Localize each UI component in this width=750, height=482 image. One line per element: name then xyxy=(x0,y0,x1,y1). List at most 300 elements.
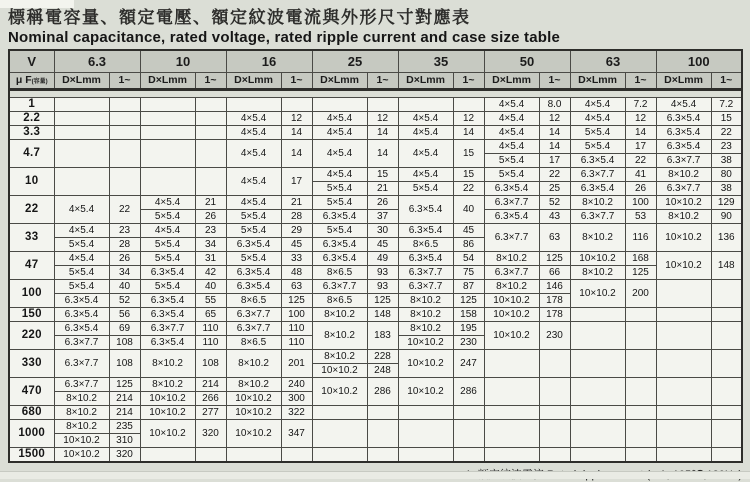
case-size-cell: 4×5.4 xyxy=(226,111,281,125)
ripple-current-cell: 40 xyxy=(453,195,484,223)
ripple-current-cell: 266 xyxy=(195,391,226,405)
ripple-current-cell: 21 xyxy=(367,181,398,195)
case-size-cell: 8×10.2 xyxy=(54,405,109,419)
capacitance-value-cell: 47 xyxy=(9,251,54,279)
capacitance-value-cell: 3.3 xyxy=(9,125,54,139)
empty-case-cell xyxy=(484,349,539,377)
case-size-cell: 4×5.4 xyxy=(312,111,367,125)
scan-bottom-artifact xyxy=(0,471,750,479)
case-size-cell: 6.3×5.4 xyxy=(312,237,367,251)
ripple-current-cell: 8.0 xyxy=(539,97,570,111)
ripple-current-cell: 200 xyxy=(625,279,656,307)
case-size-column-header: D×Lmm xyxy=(656,72,711,89)
empty-ripple-cell xyxy=(711,279,742,307)
voltage-header: 10 xyxy=(140,50,226,73)
case-size-cell: 10×10.2 xyxy=(54,447,109,462)
ripple-current-cell: 14 xyxy=(453,125,484,139)
case-size-cell: 5×5.4 xyxy=(54,279,109,293)
case-size-cell: 10×10.2 xyxy=(656,195,711,209)
header-body-separator xyxy=(9,89,742,97)
case-size-cell: 4×5.4 xyxy=(54,223,109,237)
case-size-cell: 6.3×7.7 xyxy=(54,335,109,349)
ripple-current-cell: 40 xyxy=(195,279,226,293)
case-size-cell: 6.3×7.7 xyxy=(54,377,109,391)
case-size-cell: 5×5.4 xyxy=(140,237,195,251)
empty-ripple-cell xyxy=(711,321,742,349)
ripple-current-cell: 17 xyxy=(539,153,570,167)
ripple-current-cell: 286 xyxy=(453,377,484,405)
capacitance-value-cell: 22 xyxy=(9,195,54,223)
ripple-current-cell: 86 xyxy=(453,237,484,251)
table-row xyxy=(9,377,742,391)
ripple-column-header: 1~ xyxy=(625,72,656,89)
case-size-cell: 6.3×7.7 xyxy=(570,167,625,181)
ripple-current-cell: 228 xyxy=(367,349,398,363)
ripple-current-cell: 33 xyxy=(281,251,312,265)
case-size-cell: 4×5.4 xyxy=(484,111,539,125)
ripple-current-cell: 14 xyxy=(281,125,312,139)
case-size-cell: 6.3×7.7 xyxy=(398,279,453,293)
empty-case-cell xyxy=(54,139,109,167)
ripple-current-cell: 22 xyxy=(711,125,742,139)
case-size-cell: 6.3×5.4 xyxy=(398,195,453,223)
table-row xyxy=(9,279,742,293)
ripple-current-cell: 300 xyxy=(281,391,312,405)
case-size-cell: 5×5.4 xyxy=(140,251,195,265)
table-row xyxy=(9,349,742,363)
case-size-cell: 6.3×5.4 xyxy=(312,209,367,223)
case-size-cell: 5×5.4 xyxy=(226,251,281,265)
ripple-current-cell: 52 xyxy=(539,195,570,209)
empty-ripple-cell xyxy=(625,447,656,462)
case-size-cell: 5×5.4 xyxy=(226,223,281,237)
scan-corner-artifact xyxy=(0,0,74,8)
empty-case-cell xyxy=(656,419,711,447)
ripple-current-cell: 26 xyxy=(195,209,226,223)
ripple-current-cell: 63 xyxy=(539,223,570,251)
case-size-cell: 4×5.4 xyxy=(484,139,539,153)
empty-ripple-cell xyxy=(453,447,484,462)
case-size-cell: 10×10.2 xyxy=(226,391,281,405)
ripple-current-cell: 66 xyxy=(539,265,570,279)
ripple-current-cell: 108 xyxy=(109,335,140,349)
ripple-current-cell: 14 xyxy=(367,125,398,139)
ripple-current-cell: 14 xyxy=(539,125,570,139)
ripple-current-cell: 195 xyxy=(453,321,484,335)
case-size-cell: 10×10.2 xyxy=(656,223,711,251)
table-row xyxy=(9,251,742,265)
ripple-current-cell: 87 xyxy=(453,279,484,293)
case-size-cell: 4×5.4 xyxy=(398,167,453,181)
capacitance-value-cell: 1 xyxy=(9,97,54,111)
empty-ripple-cell xyxy=(195,111,226,125)
ripple-current-cell: 23 xyxy=(711,139,742,153)
ripple-current-cell: 240 xyxy=(281,377,312,391)
case-size-cell: 6.3×5.4 xyxy=(140,265,195,279)
ripple-current-cell: 100 xyxy=(281,307,312,321)
case-size-cell: 8×10.2 xyxy=(226,349,281,377)
case-size-cell: 10×10.2 xyxy=(656,251,711,279)
column-header-row xyxy=(9,72,742,89)
capacitance-value-cell: 1500 xyxy=(9,447,54,462)
case-size-cell: 4×5.4 xyxy=(398,111,453,125)
page-title-en: Nominal capacitance, rated voltage, rated ripple current and case size table xyxy=(8,28,561,46)
ripple-current-cell: 214 xyxy=(109,391,140,405)
case-size-cell: 4×5.4 xyxy=(484,125,539,139)
ripple-current-cell: 54 xyxy=(453,251,484,265)
case-size-cell: 8×10.2 xyxy=(484,279,539,293)
case-size-column-header: D×Lmm xyxy=(226,72,281,89)
case-size-cell: 5×5.4 xyxy=(484,167,539,181)
table-row xyxy=(9,307,742,321)
table-row xyxy=(9,419,742,433)
ripple-current-cell: 125 xyxy=(281,293,312,307)
table-row xyxy=(9,223,742,237)
empty-case-cell xyxy=(140,97,195,111)
empty-case-cell xyxy=(398,97,453,111)
ripple-current-cell: 322 xyxy=(281,405,312,419)
ripple-current-cell: 22 xyxy=(453,181,484,195)
case-size-cell: 8×10.2 xyxy=(398,321,453,335)
empty-ripple-cell xyxy=(711,349,742,377)
table-row xyxy=(9,447,742,462)
ripple-current-cell: 286 xyxy=(367,377,398,405)
ripple-current-cell: 38 xyxy=(711,153,742,167)
case-size-cell: 4×5.4 xyxy=(226,195,281,209)
ripple-current-cell: 12 xyxy=(539,111,570,125)
ripple-current-cell: 80 xyxy=(711,167,742,181)
case-size-cell: 4×5.4 xyxy=(312,167,367,181)
ripple-current-cell: 125 xyxy=(367,293,398,307)
case-size-cell: 5×5.4 xyxy=(398,181,453,195)
ripple-current-cell: 136 xyxy=(711,223,742,251)
case-size-cell: 10×10.2 xyxy=(226,419,281,447)
ripple-current-cell: 22 xyxy=(625,153,656,167)
case-size-column-header: D×Lmm xyxy=(570,72,625,89)
ripple-current-cell: 110 xyxy=(195,335,226,349)
case-size-cell: 8×10.2 xyxy=(140,349,195,377)
ripple-current-cell: 34 xyxy=(195,237,226,251)
empty-ripple-cell xyxy=(195,447,226,462)
table-row xyxy=(9,139,742,153)
case-size-cell: 10×10.2 xyxy=(140,391,195,405)
ripple-current-cell: 43 xyxy=(539,209,570,223)
ripple-current-cell: 7.2 xyxy=(711,97,742,111)
empty-case-cell xyxy=(570,321,625,349)
empty-ripple-cell xyxy=(711,447,742,462)
empty-ripple-cell xyxy=(453,97,484,111)
case-size-cell: 10×10.2 xyxy=(312,377,367,405)
empty-ripple-cell xyxy=(625,349,656,377)
ripple-current-cell: 108 xyxy=(109,349,140,377)
ripple-current-cell: 230 xyxy=(539,321,570,349)
empty-case-cell xyxy=(398,405,453,419)
capacitance-value-cell: 680 xyxy=(9,405,54,419)
ripple-current-cell: 125 xyxy=(539,251,570,265)
empty-case-cell xyxy=(312,419,367,447)
ripple-current-cell: 12 xyxy=(281,111,312,125)
empty-case-cell xyxy=(570,377,625,405)
empty-case-cell xyxy=(140,111,195,125)
ripple-current-cell: 183 xyxy=(367,321,398,349)
ripple-current-cell: 214 xyxy=(195,377,226,391)
empty-case-cell xyxy=(398,419,453,447)
ripple-current-cell: 31 xyxy=(195,251,226,265)
ripple-current-cell: 148 xyxy=(367,307,398,321)
ripple-current-cell: 75 xyxy=(453,265,484,279)
empty-ripple-cell xyxy=(195,167,226,195)
ripple-current-cell: 21 xyxy=(195,195,226,209)
case-size-cell: 10×10.2 xyxy=(484,307,539,321)
voltage-header: 100 xyxy=(656,50,742,73)
ripple-current-cell: 235 xyxy=(109,419,140,433)
empty-ripple-cell xyxy=(281,447,312,462)
ripple-current-cell: 320 xyxy=(195,419,226,447)
case-size-cell: 6.3×5.4 xyxy=(656,125,711,139)
ripple-current-cell: 29 xyxy=(281,223,312,237)
case-size-cell: 4×5.4 xyxy=(140,195,195,209)
empty-case-cell xyxy=(656,307,711,321)
empty-ripple-cell xyxy=(625,405,656,419)
capacitance-value-cell: 1000 xyxy=(9,419,54,447)
ripple-column-header: 1~ xyxy=(367,72,398,89)
ripple-current-cell: 41 xyxy=(625,167,656,181)
ripple-current-cell: 45 xyxy=(367,237,398,251)
case-size-cell: 10×10.2 xyxy=(484,293,539,307)
empty-ripple-cell xyxy=(109,139,140,167)
ripple-current-cell: 56 xyxy=(109,307,140,321)
capacitance-value-cell: 330 xyxy=(9,349,54,377)
ripple-column-header: 1~ xyxy=(109,72,140,89)
empty-case-cell xyxy=(656,321,711,349)
voltage-header: 35 xyxy=(398,50,484,73)
empty-ripple-cell xyxy=(109,97,140,111)
table-row xyxy=(9,167,742,181)
ripple-column-header: 1~ xyxy=(711,72,742,89)
ripple-current-cell: 110 xyxy=(281,321,312,335)
case-size-cell: 5×5.4 xyxy=(312,223,367,237)
ripple-current-cell: 12 xyxy=(453,111,484,125)
case-size-cell: 4×5.4 xyxy=(54,195,109,223)
ripple-current-cell: 100 xyxy=(625,195,656,209)
case-size-column-header: D×Lmm xyxy=(312,72,367,89)
empty-ripple-cell xyxy=(281,97,312,111)
empty-case-cell xyxy=(484,419,539,447)
empty-case-cell xyxy=(312,97,367,111)
empty-case-cell xyxy=(54,97,109,111)
table-row xyxy=(9,125,742,139)
ripple-column-header: 1~ xyxy=(281,72,312,89)
ripple-current-cell: 214 xyxy=(109,405,140,419)
table-row xyxy=(9,111,742,125)
ripple-current-cell: 178 xyxy=(539,307,570,321)
capacitance-value-cell: 10 xyxy=(9,167,54,195)
case-size-cell: 6.3×7.7 xyxy=(484,195,539,209)
case-size-cell: 6.3×7.7 xyxy=(570,209,625,223)
ripple-current-cell: 320 xyxy=(109,447,140,462)
voltage-header: 50 xyxy=(484,50,570,73)
ripple-current-cell: 53 xyxy=(625,209,656,223)
ripple-current-cell: 22 xyxy=(539,167,570,181)
case-size-cell: 4×5.4 xyxy=(226,139,281,167)
capacitance-axis-label: μ F(容量) xyxy=(9,72,54,89)
case-size-cell: 5×5.4 xyxy=(570,139,625,153)
separator-band xyxy=(9,89,742,97)
empty-case-cell xyxy=(312,447,367,462)
empty-case-cell xyxy=(484,447,539,462)
ripple-current-cell: 15 xyxy=(453,167,484,181)
empty-ripple-cell xyxy=(367,419,398,447)
empty-case-cell xyxy=(570,447,625,462)
ripple-current-cell: 34 xyxy=(109,265,140,279)
case-size-cell: 4×5.4 xyxy=(226,125,281,139)
case-size-cell: 4×5.4 xyxy=(226,167,281,195)
case-size-cell: 8×6.5 xyxy=(226,335,281,349)
table-row xyxy=(9,195,742,209)
ripple-current-cell: 15 xyxy=(453,139,484,167)
case-size-cell: 6.3×7.7 xyxy=(226,321,281,335)
empty-ripple-cell xyxy=(367,447,398,462)
case-size-cell: 6.3×7.7 xyxy=(398,265,453,279)
case-size-cell: 4×5.4 xyxy=(570,97,625,111)
case-size-cell: 6.3×7.7 xyxy=(312,279,367,293)
ripple-current-cell: 22 xyxy=(109,195,140,223)
case-size-cell: 8×10.2 xyxy=(398,293,453,307)
empty-case-cell xyxy=(656,279,711,307)
ripple-current-cell: 69 xyxy=(109,321,140,335)
empty-case-cell xyxy=(398,447,453,462)
empty-ripple-cell xyxy=(539,405,570,419)
case-size-cell: 6.3×5.4 xyxy=(54,307,109,321)
case-size-cell: 5×5.4 xyxy=(54,237,109,251)
case-size-cell: 8×10.2 xyxy=(570,223,625,251)
ripple-current-cell: 14 xyxy=(281,139,312,167)
voltage-header: 25 xyxy=(312,50,398,73)
case-size-cell: 4×5.4 xyxy=(398,139,453,167)
page-title-zh: 標稱電容量、額定電壓、額定紋波電流與外形尺寸對應表 xyxy=(8,8,471,28)
case-size-cell: 6.3×5.4 xyxy=(398,251,453,265)
case-size-cell: 8×10.2 xyxy=(54,391,109,405)
empty-ripple-cell xyxy=(539,349,570,377)
capacitance-value-cell: 33 xyxy=(9,223,54,251)
empty-ripple-cell xyxy=(195,139,226,167)
case-size-cell: 10×10.2 xyxy=(140,405,195,419)
empty-case-cell xyxy=(54,167,109,195)
voltage-header-row xyxy=(9,50,742,73)
empty-ripple-cell xyxy=(625,321,656,349)
case-size-cell: 8×10.2 xyxy=(312,321,367,349)
ripple-current-cell: 146 xyxy=(539,279,570,293)
ripple-current-cell: 148 xyxy=(711,251,742,279)
table-row xyxy=(9,405,742,419)
case-size-cell: 6.3×7.7 xyxy=(140,321,195,335)
case-size-cell: 8×10.2 xyxy=(398,307,453,321)
case-size-cell: 6.3×7.7 xyxy=(226,307,281,321)
case-size-cell: 4×5.4 xyxy=(570,111,625,125)
empty-ripple-cell xyxy=(625,307,656,321)
case-size-cell: 6.3×5.4 xyxy=(226,237,281,251)
empty-ripple-cell xyxy=(625,377,656,405)
case-size-cell: 4×5.4 xyxy=(398,125,453,139)
case-size-cell: 8×10.2 xyxy=(312,349,367,363)
capacitance-value-cell: 100 xyxy=(9,279,54,307)
ripple-current-cell: 45 xyxy=(453,223,484,237)
title-block xyxy=(0,0,750,46)
case-size-cell: 6.3×5.4 xyxy=(54,293,109,307)
empty-case-cell xyxy=(54,125,109,139)
empty-ripple-cell xyxy=(453,405,484,419)
empty-case-cell xyxy=(570,349,625,377)
empty-case-cell xyxy=(140,139,195,167)
case-size-cell: 10×10.2 xyxy=(398,335,453,349)
case-size-cell: 5×5.4 xyxy=(312,181,367,195)
case-size-cell: 8×10.2 xyxy=(656,209,711,223)
ripple-current-cell: 23 xyxy=(109,223,140,237)
case-size-cell: 10×10.2 xyxy=(140,419,195,447)
voltage-header: 16 xyxy=(226,50,312,73)
ripple-current-cell: 125 xyxy=(453,293,484,307)
ripple-current-cell: 28 xyxy=(281,209,312,223)
ripple-current-cell: 12 xyxy=(367,111,398,125)
empty-ripple-cell xyxy=(367,97,398,111)
ripple-current-cell: 65 xyxy=(195,307,226,321)
capacitance-value-cell: 470 xyxy=(9,377,54,405)
case-size-cell: 6.3×5.4 xyxy=(226,265,281,279)
ripple-current-cell: 347 xyxy=(281,419,312,447)
empty-ripple-cell xyxy=(625,419,656,447)
ripple-current-cell: 14 xyxy=(625,125,656,139)
case-size-cell: 8×6.5 xyxy=(398,237,453,251)
ripple-current-cell: 310 xyxy=(109,433,140,447)
ripple-current-cell: 110 xyxy=(281,335,312,349)
case-size-cell: 6.3×5.4 xyxy=(656,139,711,153)
ripple-current-cell: 108 xyxy=(195,349,226,377)
ripple-current-cell: 116 xyxy=(625,223,656,251)
case-size-cell: 6.3×5.4 xyxy=(484,209,539,223)
case-size-cell: 5×5.4 xyxy=(54,265,109,279)
case-size-cell: 6.3×5.4 xyxy=(656,111,711,125)
ripple-current-cell: 125 xyxy=(625,265,656,279)
ripple-current-cell: 158 xyxy=(453,307,484,321)
case-size-cell: 6.3×5.4 xyxy=(226,279,281,293)
empty-ripple-cell xyxy=(109,111,140,125)
empty-case-cell xyxy=(54,111,109,125)
case-size-column-header: D×Lmm xyxy=(54,72,109,89)
case-size-cell: 6.3×7.7 xyxy=(656,153,711,167)
case-size-cell: 6.3×5.4 xyxy=(140,307,195,321)
ripple-current-cell: 93 xyxy=(367,265,398,279)
case-size-cell: 8×10.2 xyxy=(484,251,539,265)
empty-case-cell xyxy=(312,405,367,419)
ripple-current-cell: 14 xyxy=(539,139,570,153)
case-size-cell: 4×5.4 xyxy=(54,251,109,265)
empty-ripple-cell xyxy=(195,97,226,111)
ripple-current-cell: 168 xyxy=(625,251,656,265)
case-size-cell: 10×10.2 xyxy=(226,405,281,419)
ripple-current-cell: 93 xyxy=(367,279,398,293)
case-size-cell: 8×6.5 xyxy=(312,293,367,307)
empty-ripple-cell xyxy=(453,419,484,447)
case-size-cell: 6.3×5.4 xyxy=(312,251,367,265)
ripple-column-header: 1~ xyxy=(195,72,226,89)
ripple-current-cell: 15 xyxy=(711,111,742,125)
empty-case-cell xyxy=(656,349,711,377)
empty-ripple-cell xyxy=(109,167,140,195)
ripple-current-cell: 178 xyxy=(539,293,570,307)
case-size-cell: 8×10.2 xyxy=(140,377,195,391)
ripple-current-cell: 14 xyxy=(367,139,398,167)
empty-case-cell xyxy=(570,307,625,321)
